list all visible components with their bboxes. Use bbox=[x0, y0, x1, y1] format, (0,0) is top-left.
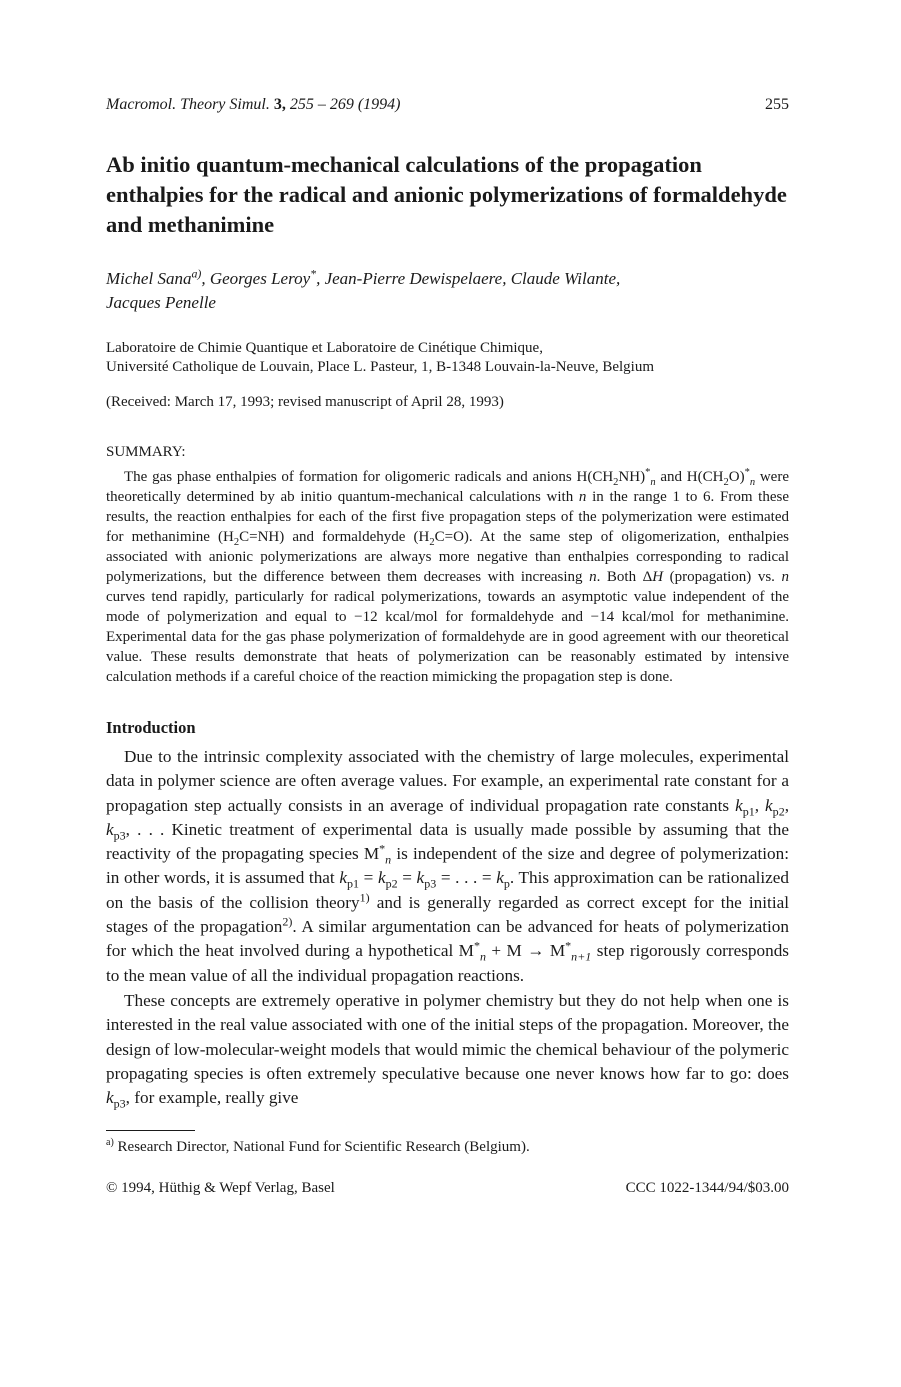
ccc-code: CCC 1022-1344/94/$03.00 bbox=[625, 1180, 789, 1197]
footnote-separator bbox=[106, 1130, 195, 1131]
reference-2: 2) bbox=[282, 914, 293, 929]
summary-heading: SUMMARY: bbox=[106, 444, 186, 460]
received-dates: (Received: March 17, 1993; revised manuscript of April 28, 1993) bbox=[106, 394, 504, 410]
reference-1: 1) bbox=[359, 890, 370, 905]
intro-paragraph-2: These concepts are extremely operative in polymer chemistry but they do not help when one is interested in the real value associated with one of the initial steps of the propagation. Moreover, the design of low-molecular-weight models that would mimic the chemical behaviour of the polymeric propagating species is often extremely speculative because one never knows how far to go: does $k_{p3}$, for example, really give bbox=[106, 990, 789, 1111]
journal-citation: Macromol. Theory Simul. 3, 255 – 269 (1994) bbox=[106, 96, 401, 113]
page-number: 255 bbox=[765, 96, 789, 113]
page-footer bbox=[106, 1179, 789, 1198]
author-list: Michel Sana$^{a)}$, Georges Leroy*, Jean-Pierre Dewispelaere, Claude Wilante, Jacques Penelle bbox=[106, 266, 621, 312]
intro-paragraph-1: Due to the intrinsic complexity associated with the chemistry of large molecules, experimental data in polymer science are often average values. For example, an experimental rate constant for a propagation step actually consists in an average of individual propagation rate constants $k_{p1}$, $k_{p2}$, $k_{p3}$, . . . Kinetic treatment of experimental data is usually made possible by assuming that the reactivity of the propagating species $M^*_n$ is independent of the size and degree of polymerization: in other words, it is assumed that $k_{p1} = k_{p2} = k_{p3}$ = . . . = $k_p$. This approximation can be rationalized on the basis of the collision theory$^{1)}$ and is generally regarded as correct except for the initial stages of the propagation$^{2)}$. A similar argumentation can be advanced for heats of polymerization for which the heat involved during a hypothetical $M^*_n + M \to M^*_{n+1}$ step rigorously corresponds to the mean value of all the individual propagation reactions. bbox=[106, 747, 790, 985]
section-heading-introduction: Introduction bbox=[106, 718, 196, 737]
paper-page bbox=[106, 94, 789, 1198]
copyright-notice: © 1994, Hüthig & Wepf Verlag, Basel bbox=[106, 1180, 335, 1197]
running-head bbox=[106, 94, 789, 116]
affiliation: Laboratoire de Chimie Quantique et Laboratoire de Cinétique Chimique, Université Catholique de Louvain, Place L. Pasteur, 1, B-1348 Louvain-la-Neuve, Belgium bbox=[106, 340, 655, 375]
footnote: $^{a)}$ Research Director, National Fund for Scientific Research (Belgium). bbox=[106, 1137, 530, 1156]
summary-text: The gas phase enthalpies of formation for oligomeric radicals and anions $H(CH_2NH)^*_n$ and $H(CH_2O)^*_n$ were theoretically determined by ab initio quantum-mechanical calculations with n in the range 1 to 6. From these results, the reaction enthalpies for each of the first five propagation steps of the polymerization were estimated for methanimine $(H_2C=NH)$ and formaldehyde $(H_2C=O)$. At the same step of oligomerization, enthalpies associated with anionic polymerizations are always more negative than enthalpies corresponding to radical polymerizations, but the difference between them decreases with increasing n. Both ΔH (propagation) vs. n curves tend rapidly, particularly for radical polymerizations, towards an asymptotic value independent of the mode of polymerization and equal to −12 kcal/mol for formaldehyde and −14 kcal/mol for methanimine. Experimental data for the gas phase polymerization of formaldehyde are in good agreement with our theoretical value. These results demonstrate that heats of polymerization can be reasonably estimated by intensive calculation methods if a careful choice of the reaction mimicking the propagation step is done. bbox=[106, 467, 789, 685]
article-title: Ab initio quantum-mechanical calculations of the propagation enthalpies for the radical and anionic polymerizations of formaldehyde and methanimine bbox=[106, 152, 787, 237]
